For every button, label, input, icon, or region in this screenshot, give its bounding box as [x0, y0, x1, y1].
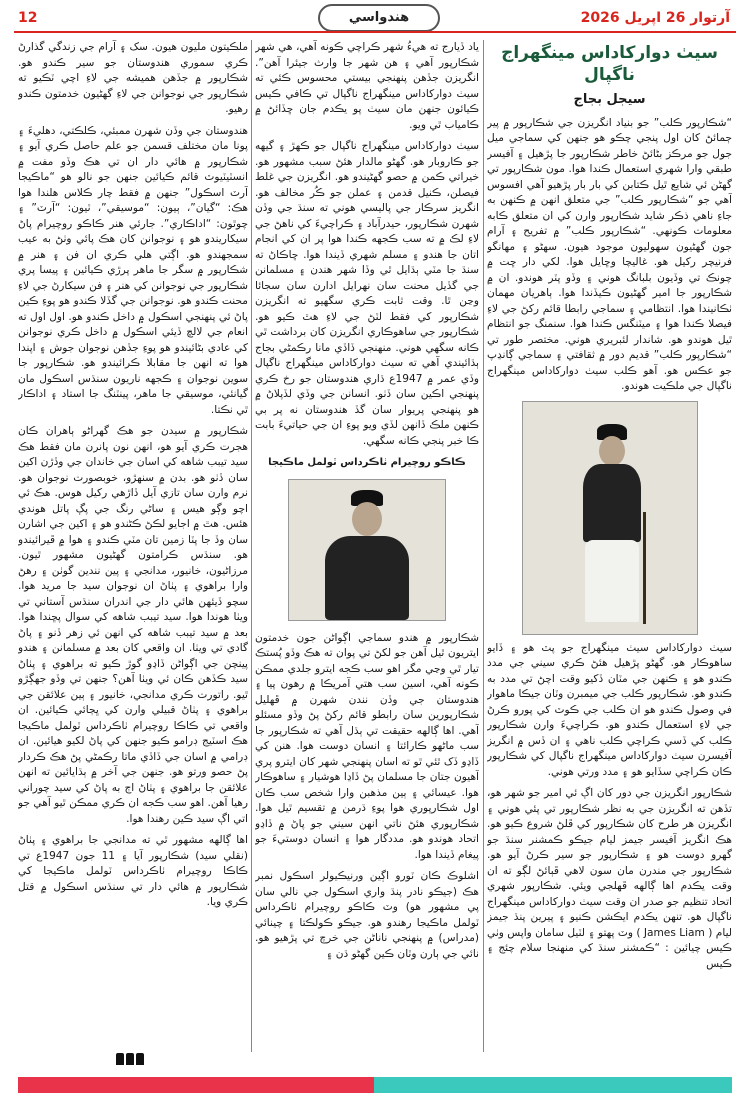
photo-caption: ڪاڪو روچيرام ٺاڪرداس ٽولمل ماڪيجا — [268, 457, 466, 468]
column-divider — [483, 40, 484, 1052]
footer-bar-teal — [374, 1077, 732, 1093]
paragraph: شڪارپور ۾ هندو سماجي اڳواڻن جون خدمتون ايتريون ٿيل آهن جو لکڻ تي پوان ته هڪ وڏو پُستڪ تيار ٿي وڃي مگر اهو سب ڪجه ايترو جلدي ممڪن ڪونه آهي، اسين سب هتي آمريڪا ۾ رهون پيا ۽ هندوستان جي وڏن نندن شهرن ۾ ڦهليل شڪارپورين سان رابطو قائم رکڻ پڻ وڏو مسئلو آهي. اها ڳالهه حقيقت تي ٻڌل آهي ته شڪارپور جا سب ماڻهو ڪارائتا ۽ انسان دوست هوا. هنن کي ڏاڍو ڏک ٿئي ٿو ته اسان پنهنجي شهر کان ايترو پري آهيون جتان جا مسلمان پڻ ڏاڍا هوشيار ۽ ساهوڪار هوا. عيسائي ۽ ٻين مذهبن وارا شخص سب ڪان اول شڪارپوري هوا پوءِ ڌرمن ۾ تقسيم ٿيل هوا. شڪارپوري هئڻ ناتي انهن سيني جو پاڻ ۾ ڏاڍو اتحاد هوندو هو. مددگار هوا ۽ انسان دوستيءَ جو پيغام ڏيندا هوا. — [255, 631, 479, 861]
paragraph: هندوستان جي وڏن شهرن ممبئي، ڪلڪتي، دهليءَ ۽ پونا مان مختلف قسمن جو علم حاصل ڪري آيو ۽ شڪارپور ۾ هائي دار ان تي هڪ وڏو مفت ۾ انسٽيٽيوٽ قائم ڪيائين جنهن جو نالو هو “ماڪيجا آرٽ اسڪول” جنهن ۾ فقط چار ڪلاس هلندا هوا هڪ: “گيان”، ٻيون: “موسيقي”، ٽيون: “آرٽ” ۽ چوٿون: “اداڪاري”. جارئي هنر ڪاڪو روچيرام پاڻ سيکاريندو هو ۽ نوجوانن کان هڪ پائي وٺڻ به عيب سمجهندو هو. اڳتي هلي ڪري ان فن ۽ هنر ۾ شڪارپور ۾ سگر جا ماهر پرڙي ڪيائين ۽ پيسا پري شڪارپور جي نوجوانن کي هنر ۽ فن سيکارڻ جي لاءِ محنت ڪندو هو. نوجوانن جي گڏلا ڪندو هو پوءِ ڪين پاڻ ئي پنهنجي اسڪول ۾ داخل ڪندو هو. اول اول ته انعام جي لالچ ڏيئي اسڪول ۾ داخل ڪري نوجوانن کي عادي بڻائيندو هو پوءِ جڏهن نوجوان جوش ۽ اپندا هوا ته انهن جا مقابلا ڪرائيندو هو. شڪارپور جا سوين نوجوان ۽ ڪجهه ناريون سنڌس اسڪول مان گيانئي، موسيقي جا ماهر، پينٽنگ جا استاد ۽ اداڪار ٿي نڪتا. — [18, 124, 248, 416]
footer-bar-red — [18, 1077, 374, 1093]
dhoti-shape — [585, 540, 639, 622]
end-of-article-mark — [116, 1050, 150, 1064]
paragraph: سيٺ دواركاداس مينگهراج ناگپال جو ڪهڙ ۽ گيهه جو ڪاروبار هو. گهڻو مالدار هئڻ سبب مشهور هو. خيراتي ڪمن ۾ حصو گهڻيندو هو. انگريزن جي غلط فيصلن، ڪنيل قدمن ۽ عملن جو ڪُر مخالف هو. انگريز سرڪار جي پاليسي هوني ته سنڌ جي وڏن شهرن شڪارپور، حيدرآباد ۽ ڪراچيءَ کي ناهڻ جي لاءِ لڪ ۾ ته سب ڪجهه ڪندا هوا پر ان کي انجام اتان جا هندو ۽ مسلم شهري ڏيندا هوا. ڇاڪاڻ ته سنڌ جا مٽي ٻڌايل ٿي وڏا شهر هندن ۽ مسلمانن جي گڏيل محنت سان نهرايل ادارن سان سجائا وڃن ٿا. وقت ثابت ڪري سگهيو ته انگريزن شڪارپور کي فقط لٽڻ جي لاءِ هٿ ڪيو هو. شڪارپور جي ساهوڪاري انگريزن کان برداشت ٿي ڪانه سگهي هوني. منهنجي ڏاڏي مانا رڪمڻي بجاج ٻڌائيندي آهي ته سيٺ دواركاداس مينگهراج ناگپال وڏي عمر ۾ 1947ع ڌاري هندوستان جو رخ ڪري پنهنجي اڪين سان ڏٺو. انسانن جي وڏي لڏپلاڻ ۾ هو پنهنجي پريوار سان گڏ هندوستان نه پر بي ڪنهن ملڪ ڏانهن لڏي ويو پوءِ ان جي حياتيءَ بابت ڪا خبر پنجي ڪانه سگهي. — [255, 140, 479, 447]
paragraph: شڪارپور ۾ سيدن جو هڪ گهراڻو ٻاهران ڪان هجرت ڪري آيو هو، انهن نون پانرن مان فقط هڪ سيد تيبب شاهه کي اسان جي خاندان جي وڏڙن اکين سان ڏٺو هو. بدن ۾ سنهڙو، خوبصورت نوجوان هو. نرم وارن سان تازي آيل ڏاڙهي رکيل هوس. هڪ ئي اچو وڳو هيس ۽ ساڻي رنگ جي پڳ پاتل هوندي هئس. هٿ ۾ اجايو لڪڻ ڪڻندو هو ۽ اکين جي اشارن سان وڏ جا پٽا زمين تان مٽي ڪندو ۽ هوا ۾ ڦيرائيندو هو. سنڌس ڪرامتون گهڻيون مشهور ٿيون. مرزاڻيون، خانيور، مدانجي ۽ پين نندين گوٺن ۽ رهڻ وارا براهوي ۽ پٺاڻ ان نوجوان سيد جا مريد هوا. سچو ڏيئهن هائي دار جي اندران سنڌس آستاني تي ويٺا هوندا هوا. سيد تيبب شاهه کي سوال پڇندا هوا. بعد ۾ سيد تيبب شاهه کي انهن ئي زهر ڏنو ۽ پاڻ گادي تي ويٺا. ان واقعي کان بعد ۾ مسلمانن ۽ هندو پينچن جي اڳواڻن ڏاڍو گوڙ ڪيو ته براهوي ۽ پٺاڻ سيد ڪڏهن ڪان ئي ويٺا آهن؟ جنهن تي وڏو جهڳڙو ٿيو. راتورت ڪري مدانجي، خانيور ۽ ٻين علائقن جي براهوي ۽ پٺاڻ قبيلي وارن کي ڀڄائي ڪيائين. ان واقعي تي ڪاڪا روچيرام ٺاڪرداس ٽولمل ماڪيجا هڪ اسٽيج ڊرامو ڪيو جنهن کي پاڻ لکيو هيائين. ان ڊرامي ۾ اسان جي ڏاڏي ماتا رڪمڻي پڻ هڪ ڪردار پڻ حصو ورتو هو. جنهن جي آخر ۾ ٻڌايائين ته انهن علائقن جا براهوي ۽ پٺاڻ اڄ به پاڻ کي سيد چوراني رهيا آهن. اهو سب ڪجه ان ڪري ممڪن ٿيو آهي جو اتي اڳ سيد ڪين رهندا هوا. — [18, 425, 248, 825]
article-byline: سيجل بجاج — [573, 92, 646, 107]
portrait-photo-standing — [522, 401, 698, 635]
paragraph: ياد ڏيارج ته هيءُ شهر ڪراچي ڪونه آهي، هي شهر شڪارپور آهي ۽ هن شهر جا وارث جيئرا آهن”. انگريزن جڏهن پنهنجي بيستي محسوس ڪئي ته سيٺ دواركاداس مينگهراج ناگپال تي ڪافي ڪيس ڪيائون جنهن مان سيٺ پو يڪدم جان ڇڏائڻ ۾ ڪامياب ٿي ويو. — [255, 41, 479, 131]
coat-shape — [325, 536, 409, 620]
paragraph: شڪارپور انگريزن جي دور کان اڳ ئي امير جو شهر هو، تڏهن ته انگريزن جي به نظر شڪارپور تي پئي هوني ۽ انگريزن هر طرح کان شڪارپور کي ڦلڻ شروع ڪيو هو. هڪ انگريز آفيسر جيمز ليام جيڪو ڪمشنر سنڌ جو گهرو دوست هو ۽ شڪارپور جو سير ڪرڻ آيو هو. شڪارپور جي مندرن مان سون لاهي ڦٻائڻ لڳو ته ان وقت يڪدم اها ڳالهه ڦهلجي ويئي. شڪارپور شهري اتحاد تنظيم جو صدر ان وقت سيٺ دواركاداس مينگهراج ناگپال هو. تنهن يڪدم ايڪشن ڪنيو ۽ پيرين پنڌ جيمز ليام ( James Liam ) وٽ پهتو ۽ لٽيل سامان واپس وٺي ڪيس چيائين : “ڪمشنر سنڌ کي منهنجا سلام چئج ۽ ڪيس — [487, 787, 732, 970]
cane-shape — [643, 512, 646, 624]
column-divider — [251, 40, 252, 1052]
page-number: 12 — [18, 10, 38, 26]
portrait-photo-seated — [288, 479, 446, 621]
column-middle — [255, 40, 479, 1070]
header-rule — [14, 31, 736, 33]
column-right — [487, 40, 732, 1070]
paragraph: اشلوڪ ڪان ٽورو اڳين ورنيڪيولر اسڪول نمبر هڪ (جيڪو نادر پنڌ واري اسڪول جي نالي سان پي مشهور هو) وٽ ڪاڪو روچيرام ٺاڪرداس ٽولمل ماڪيجا رهندو هو. جيڪو ڪولڪتا ۽ چينائي (مدراس) ۾ پنهنجي ناناڻن جي خرچ تي پڙهيو هو. نائي جي ٻارن وٽان ڪين گهڻو ڌن ۽ — [255, 870, 479, 960]
paragraph: ملڪيتون مليون هيون. سک ۽ آرام جي زندگي گذارڻ ڪري سموري هندوستان جو سير ڪندو هو. شڪارپور ۾ جڏهن هميشه جي لاءِ اچي ٽڪيو ته شڪارپور جي نوجوانن جي لاءِ گهڻيون خدمتون ڪندو رهيو. — [18, 41, 248, 115]
paragraph: سيٺ دواركاداس سيٺ مينگهراج جو پٽ هو ۽ ڏايو ساهوڪار هو. گهڻو پڙهيل هئڻ ڪري سيني جي مدد ڪندو هو ۽ ڪنهن جي مٽان ڏکيو وقت اچڻ تي مدد به ڪندو هو. شڪارپور ڪلب جي ميمبرن وٽان جيڪا ماهوار في وصول ڪندو هو ان ڪلب جي ڪوٽ کي پورو ڪرڻ جي لاءِ استعمال ڪندو هو. ڪراچيءَ وارن شڪارپور ڪلب کي ڏسي ڪراچي ڪلب ناهي ۽ ان ڏس ۾ انگريز آفيسرن سيٺ دواركاداس مينگهراج ناگپال کي شڪارپور ڪان ڪراچي سڏايو هو ۽ مدد ورتي هوني. — [487, 641, 732, 778]
head-shape — [352, 502, 382, 536]
paragraph: “شڪارپور ڪلب” جو بنياد انگريزن جي شڪارپور ۾ پير ڄمائڻ کان اول پنجي چڪو هو جنهن کي سماجي ميل جول جو مرڪز بڻائڻ خاطر شڪارپور جا پڙهيل ۽ آفيسر طبقي وارا شهري استعمال ڪندا هوا. مون شڪارپور تي گهڻن ئي شايع ٿيل ڪتابن کي بار بار پڙهيو آهي افسوس آهي جو “شڪارپور ڪلب” جي متعلق انهن ۾ ڪنهن به جاءِ ناهي ذڪر شايد شڪارپور وارن کي ان متعلق ڪابه معلومات ڪونهي. “شڪارپور ڪلب” ۾ تفريح ۽ آرام جون گهڻيون سهوليون موجود هيون. سهڻو ۽ مهانگو فرنيچر رکيل هو. غاليچا وڇايل هوا. لکي دار ڇت ۾ چونڪ تي وڏيون بلبانگ هوني ۽ وڏو پٽر هوندو. ان ۾ شڪارپور جا امير گهڻيون ڪيڏندا هوا. ٻاهريان مهمان ٺڪانيندا هوا. انتظامي ۽ سماجي رابطا قائم رکڻ جي لاءِ فيصلا ڪندا هوا ۽ ميٽنگس ڪندا هوا. سنمنگ جو انتظام ٿيل هوندو هو. شاندار لئبريري هوني. مختصر طور تي “شڪارپور ڪلب” قديم دور ۾ ثقافتي ۽ سماجي ڳانڍپ جو عڪس هو. آهو ڪلب سيٺ دواركاداس مينگهراج ناگپال جي ملڪيت هوندو. — [487, 116, 732, 392]
coat-shape — [583, 464, 641, 542]
article-title: سيٺ دواركاداس مينگهراج ناگپال — [501, 43, 718, 85]
masthead-logo: هندواسي — [318, 4, 440, 32]
footer-bar — [18, 1077, 732, 1093]
column-left — [18, 40, 248, 1070]
issue-date: آرتوار 26 اپريل 2026 — [580, 10, 730, 26]
paragraph: اها ڳالهه مشهور ٿي ته مدانجي جا براهوي ۽ پٺاڻ (نقلي سيد) شڪارپور آيا ۽ 11 جون 1947ع تي ڪاڪا روچيرام ٺاڪرداس ٽولمل ماڪيجا کي شڪارپور ۾ هائي دار تي سنڌس اسڪول ۾ قتل ڪري ويا. — [18, 834, 248, 908]
head-shape — [599, 436, 625, 466]
